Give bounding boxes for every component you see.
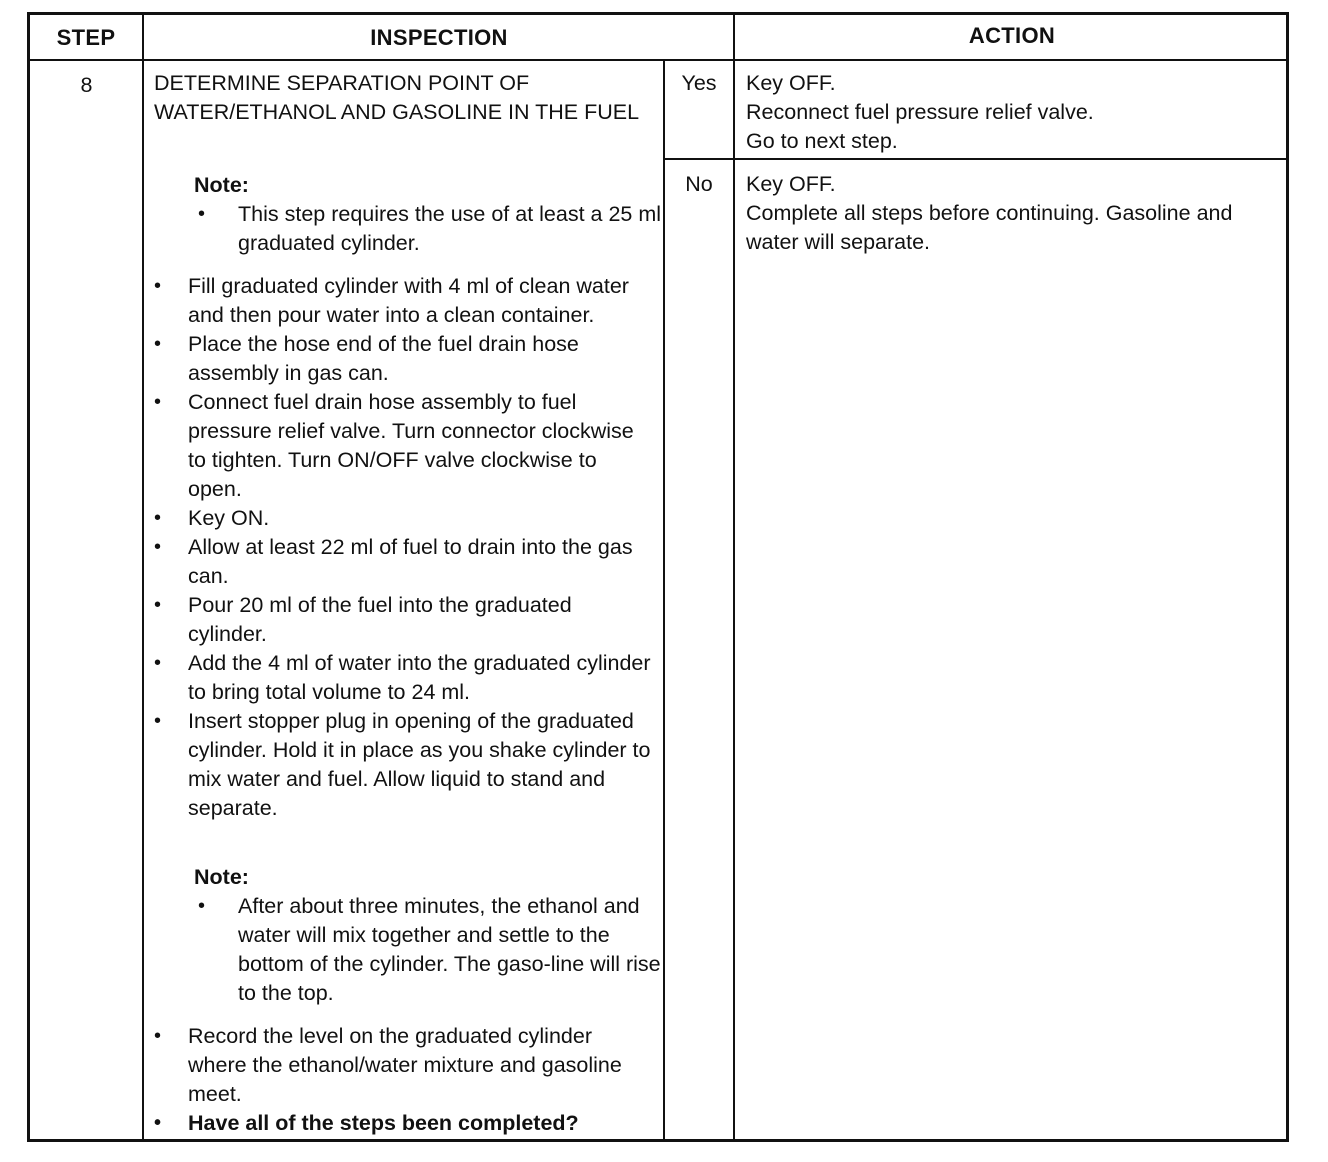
answer-yes-label: Yes bbox=[681, 71, 717, 95]
note-2 bbox=[194, 863, 664, 1008]
step-title: DETERMINE SEPARATION POINT OF WATER/ETHANOL AND GASOLINE IN THE FUEL bbox=[154, 71, 640, 124]
action-line: Key OFF. bbox=[746, 172, 836, 196]
step-question: • Have all of the steps been completed? bbox=[144, 1109, 656, 1138]
header-step: STEP bbox=[56, 25, 116, 50]
note-1-item: • This step requires the use of at least a 25 ml graduated cylinder. bbox=[194, 200, 664, 258]
note-2-label: Note: bbox=[194, 865, 249, 889]
header-inspection: INSPECTION bbox=[370, 25, 508, 50]
procedure-item: • Key ON. bbox=[144, 504, 656, 533]
action-line: Go to next step. bbox=[746, 129, 898, 153]
note-2-list bbox=[194, 892, 664, 1008]
action-line: Complete all steps before continuing. Gasoline and water will separate. bbox=[746, 201, 1233, 254]
note-1 bbox=[194, 171, 664, 258]
note-1-list bbox=[194, 200, 664, 258]
procedure-list-2 bbox=[144, 1022, 656, 1138]
answer-yes-action bbox=[746, 69, 1276, 156]
procedure-item: • Place the hose end of the fuel drain hose assembly in gas can. bbox=[144, 330, 656, 388]
header-action: ACTION bbox=[968, 23, 1056, 48]
yes-no-divider bbox=[663, 158, 1289, 160]
procedure-list-1 bbox=[144, 272, 656, 823]
diagnostic-table bbox=[27, 12, 1289, 1142]
step-number: 8 bbox=[80, 73, 93, 97]
action-line: Key OFF. bbox=[746, 71, 836, 95]
procedure-item: • Record the level on the graduated cylinder where the ethanol/water mixture and gasoline meet. bbox=[144, 1022, 656, 1109]
procedure-item: • Connect fuel drain hose assembly to fuel pressure relief valve. Turn connector clockwise to tighten. Turn ON/OFF valve clockwise to open. bbox=[144, 388, 656, 504]
procedure-item: • Fill graduated cylinder with 4 ml of clean water and then pour water into a clean container. bbox=[144, 272, 656, 330]
procedure-item: • Add the 4 ml of water into the graduated cylinder to bring total volume to 24 ml. bbox=[144, 649, 656, 707]
divider-answer-action bbox=[733, 15, 735, 1142]
procedure-item: • Allow at least 22 ml of fuel to drain into the gas can. bbox=[144, 533, 656, 591]
procedure-item: • Insert stopper plug in opening of the graduated cylinder. Hold it in place as you shake cylinder to mix water and fuel. Allow liquid to stand and separate. bbox=[144, 707, 656, 823]
answer-no-action bbox=[746, 170, 1276, 257]
note-1-label: Note: bbox=[194, 173, 249, 197]
procedure-item: • Pour 20 ml of the fuel into the graduated cylinder. bbox=[144, 591, 656, 649]
action-line: Reconnect fuel pressure relief valve. bbox=[746, 100, 1094, 124]
answer-no-label: No bbox=[685, 172, 713, 196]
note-2-item: • After about three minutes, the ethanol and water will mix together and settle to the bottom of the cylinder. The gaso-line will rise to the top. bbox=[194, 892, 664, 1008]
